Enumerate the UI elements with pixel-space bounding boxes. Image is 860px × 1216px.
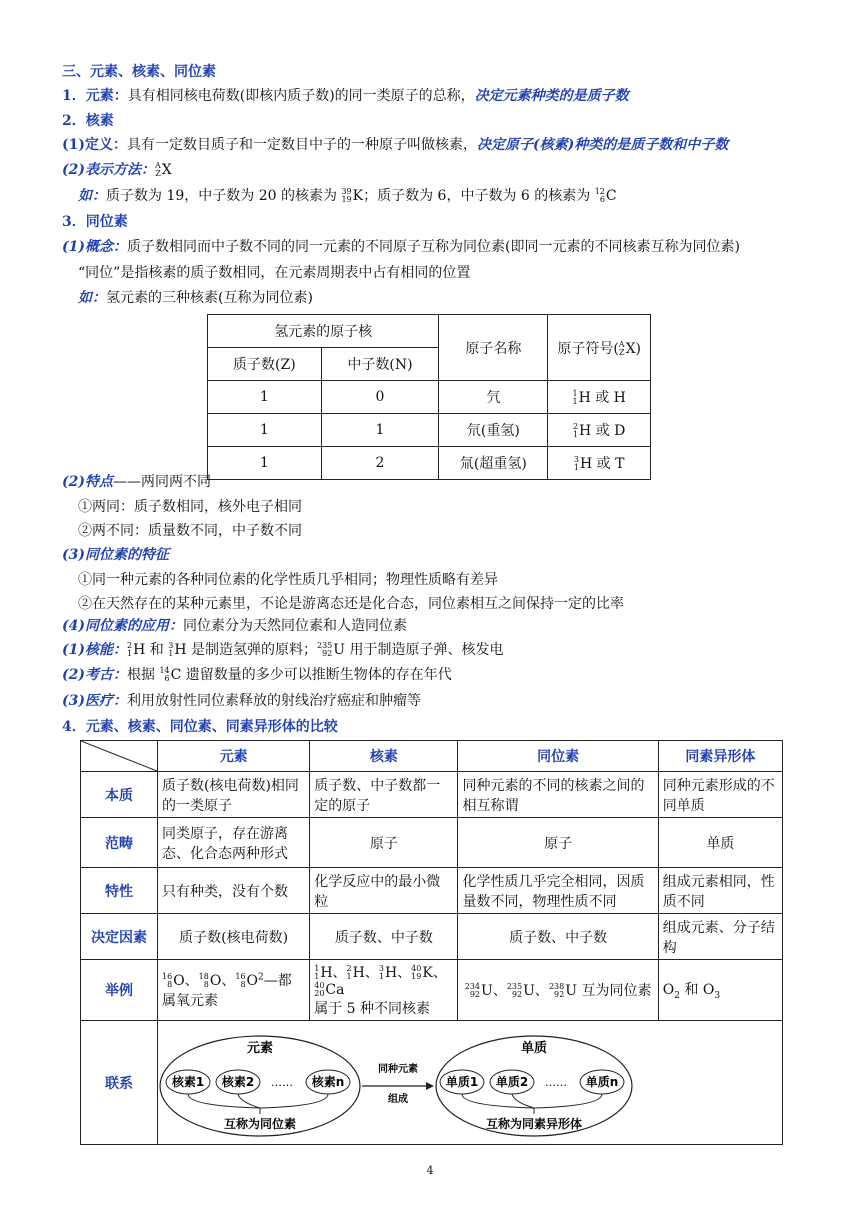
example-element: 16 8 O、 18 8 O、 16 8 $O^2—$都属氧元素 [158,960,310,1021]
comparison-title: 4．元素、核素、同位素、同素异形体的比较 [62,719,338,735]
relationship-diagram [158,1028,782,1138]
element-definition: 1．元素：具有相同核电荷数(即核内质子数)的同一类原子的总称，决定元素种类的是质子数 [62,88,629,104]
example-allotrope: $O_2$ 和 $O_3$ [658,960,782,1021]
element-title: 元素 [246,1040,274,1056]
diagonal-corner [81,741,158,772]
application-heading: (4)同位素的应用：同位素分为天然同位素和人造同位素 [62,618,407,634]
col-header: 同素异形体 [658,741,782,772]
feature-point: ①两同：质子数相同，核外电子相同 [78,499,302,515]
header-atom-name: 原子名称 [439,315,548,381]
feature-heading: (2)特点——两同两不同 [62,474,211,490]
col-header: 元素 [158,741,310,772]
arrow-label: 同种元素 [378,1063,418,1075]
svg-text:核素2: 核素2 [221,1074,255,1089]
comparison-table [80,740,783,1145]
svg-text:……: …… [545,1075,567,1089]
notation-indices: A Z [155,161,161,178]
header-neutron-count: 中子数(N) [321,348,439,381]
isotope-concept: (1)概念：质子数相同而中子数不同的同一元素的不同原子互称为同位素(即同一元素的不同核素互称为同位素) [62,239,740,255]
allotrope-caption: 互称为同素异形体 [485,1116,583,1131]
nuclide-example: 如：质子数为 19，中子数为 20 的核素为 39 19 K；质子数为 6，中子数为 6 的核素为 12 6 C [78,187,617,204]
header-nucleus: 氢元素的原子核 [208,315,439,348]
header-atom-symbol: 原子符号( A Z X) [548,315,651,381]
page-number: 4 [426,1164,434,1177]
nuclide-notation: (2)表示方法： A Z X [62,161,172,178]
feature-point: ②两不同：质量数不同，中子数不同 [78,523,302,539]
example-nuclide: 1 1 H、 2 1 H、 3 1 H、 40 19 K、 40 20 Ca 属于 5 种不同核素 [310,960,458,1021]
isotope-characteristics-heading: (3)同位素的特征 [62,547,169,563]
col-header: 核素 [310,741,458,772]
svg-text:核素1: 核素1 [171,1074,205,1089]
table-row: 1 2 氚(超重氢) 3 1 H 或 T [208,447,651,480]
characteristic-point: ②在天然存在的某种元素里，不论是游离态还是化合态，同位素相互之间保持一定的比率 [78,596,624,612]
isotope-example: 如：氢元素的三种核素(互称为同位素) [78,290,313,306]
relationship-diagram-cell [158,1021,783,1145]
table-row: 1 1 氘(重氢) 2 1 H 或 D [208,414,651,447]
arrow-label: 组成 [388,1093,408,1105]
header-proton-count: 质子数(Z) [208,348,322,381]
svg-text:单质2: 单质2 [495,1074,529,1089]
isotope-heading: 3．同位素 [62,214,128,230]
example-isotope: 234 92 U、 235 92 U、 238 92 U 互为同位素 [458,960,658,1021]
isotope-caption: 互称为同位素 [223,1116,297,1131]
table-row: 特性 只有种类，没有个数 化学反应中的最小微粒 化学性质几乎完全相同，因质量数不同，物理性质不同 组成元素相同，性质不同 [81,868,783,914]
application-nuclear: (1)核能： 2 1 H 和 3 1 H 是制造氢弹的原料； 235 92 U 用于制造原子弹、核发电 [62,641,504,658]
hydrogen-isotope-table [207,314,651,480]
col-header: 同位素 [458,741,658,772]
svg-text:核素n: 核素n [311,1074,345,1089]
svg-text:单质n: 单质n [585,1074,619,1089]
application-medical: (3)医疗：利用放射性同位素释放的射线治疗癌症和肿瘤等 [62,693,421,709]
svg-text:单质1: 单质1 [445,1074,479,1089]
application-archaeology: (2)考古：根据 14 6 C 遗留数量的多少可以推断生物体的存在年代 [62,666,452,683]
svg-text:……: …… [271,1075,293,1089]
nuclide-heading: 2．核素 [62,113,114,129]
table-row: 范畴 同类原子，存在游离态、化合态两种形式 原子 原子 单质 [81,818,783,868]
table-row: 举例 16 8 O、 18 8 O、 16 8 $O^2—$都属氧元素 1 1 H、 2 1 H、 3 1 H、 40 19 K、 40 20 Ca 属于 5 种不同核素 234 92 U、 235 92 U、 238 92 U 互为同位素 $O_2$ 和 $O_3$ [81,960,783,1021]
table-row: 联系 元素 核素1 核素2 …… 核素n 互称为同位素 同种元素 组成 单质 单质1 单质2 …… 单质n 互称为同素异形体 [81,1021,783,1145]
substance-title: 单质 [520,1040,548,1056]
table-row: 1 0 氕 1 1 H 或 H [208,381,651,414]
nuclide-definition: (1)定义：具有一定数目质子和一定数目中子的一种原子叫做核素，决定原子(核素)种类的是质子数和中子数 [62,137,729,153]
characteristic-point: ①同一种元素的各种同位素的化学性质几乎相同；物理性质略有差异 [78,572,498,588]
section-title: 三、元素、核素、同位素 [62,64,216,80]
table-row: 决定因素 质子数(核电荷数) 质子数、中子数 质子数、中子数 组成元素、分子结构 [81,914,783,960]
isotope-note: “同位”是指核素的质子数相同，在元素周期表中占有相同的位置 [78,265,471,281]
table-row: 本质 质子数(核电荷数)相同的一类原子 质子数、中子数都一定的原子 同种元素的不同的核素之间的相互称谓 同种元素形成的不同单质 [81,772,783,818]
